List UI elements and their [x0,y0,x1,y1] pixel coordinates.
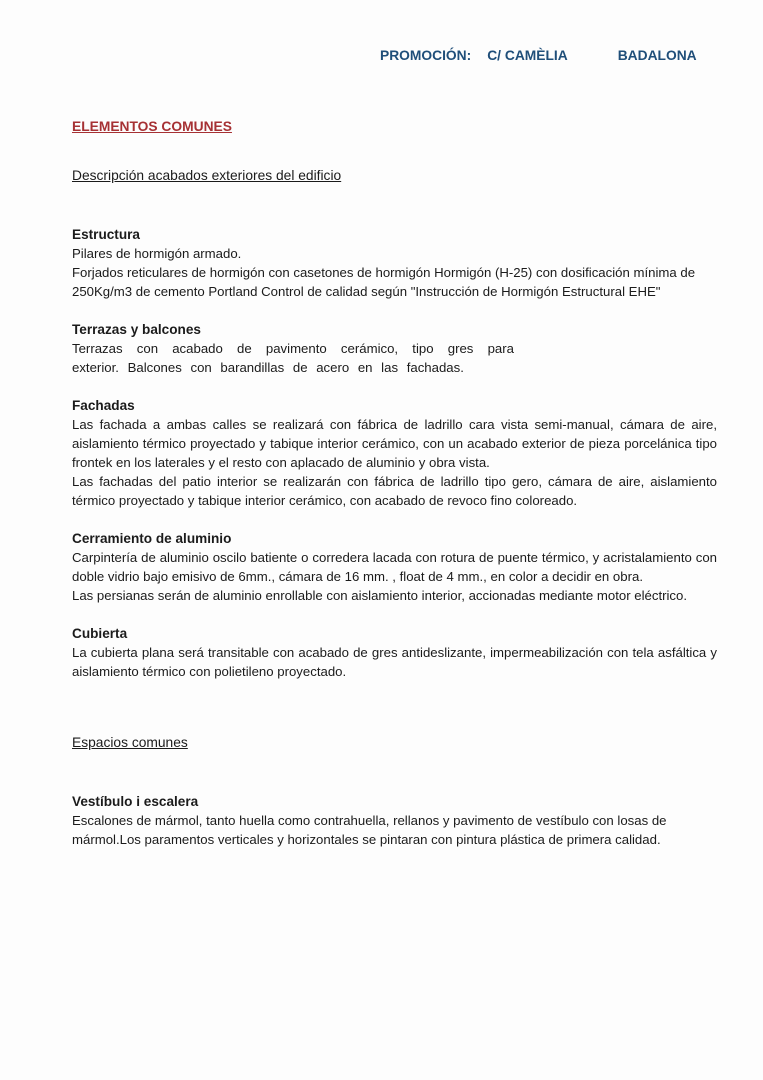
subtitle-exteriores: Descripción acabados exteriores del edificio [72,168,342,183]
promotion-header [380,46,717,65]
section-paragraph: Las persianas serán de aluminio enrollable con aislamiento interior, accionadas mediante motor eléctrico. [72,588,688,603]
section-heading-cerramiento: Cerramiento de aluminio [72,531,232,546]
section-heading-estructura: Estructura [72,227,140,242]
section-paragraph: Forjados reticulares de hormigón con casetones de hormigón Hormigón (H-25) con dosificación mínima de 250Kg/m3 de cemento Portland Control de calidad según "Instrucción de Hormigón Estructural EHE" [72,265,696,299]
section-fachadas [72,396,717,510]
promotion-street: C/ CAMÈLIA [487,48,568,63]
section-heading-cubierta: Cubierta [72,626,128,641]
main-title: ELEMENTOS COMUNES [72,119,232,134]
section-heading-vestibulo: Vestíbulo i escalera [72,794,199,809]
promotion-city: BADALONA [617,48,697,63]
section-vestibulo-escalera [72,792,717,849]
section-paragraph: Pilares de hormigón armado. [72,246,242,261]
section-paragraph: La cubierta plana será transitable con acabado de gres antideslizante, impermeabilización con tela asfáltica y aislamiento térmico con polietileno proyectado. [72,645,717,679]
section-cubierta [72,624,717,681]
subtitle-espacios-comunes: Espacios comunes [72,735,188,750]
section-cerramiento-aluminio [72,529,717,605]
section-paragraph: Escalones de mármol, tanto huella como contrahuella, rellanos y pavimento de vestíbulo con losas de mármol.Los paramentos verticales y horizontales se pintaran con pintura plástica de primera calidad. [72,813,667,847]
section-heading-terrazas: Terrazas y balcones [72,322,201,337]
section-terrazas-balcones [72,320,717,377]
promotion-label: PROMOCIÓN: [380,48,472,63]
section-estructura [72,225,717,301]
section-paragraph: Terrazas con acabado de pavimento cerámico, tipo gres para exterior. Balcones con barandillas de acero en las fachadas. [72,341,514,375]
section-paragraph: Las fachada a ambas calles se realizará con fábrica de ladrillo cara vista semi-manual, cámara de aire, aislamiento térmico proyectado y tabique interior cerámico, con un acabado exterior de pieza porcelánica tipo frontek en los laterales y el resto con aplacado de aluminio y obra vista. [72,417,717,470]
section-paragraph: Las fachadas del patio interior se realizarán con fábrica de ladrillo tipo gero, cámara de aire, aislamiento térmico proyectado y tabique interior cerámico, con acabado de revoco fino coloreado. [72,474,717,508]
section-paragraph: Carpintería de aluminio oscilo batiente o corredera lacada con rotura de puente térmico, y acristalamiento con doble vidrio bajo emisivo de 6mm., cámara de 16 mm. , float de 4 mm., en color a decidir en obra. [72,550,717,584]
section-heading-fachadas: Fachadas [72,398,135,413]
